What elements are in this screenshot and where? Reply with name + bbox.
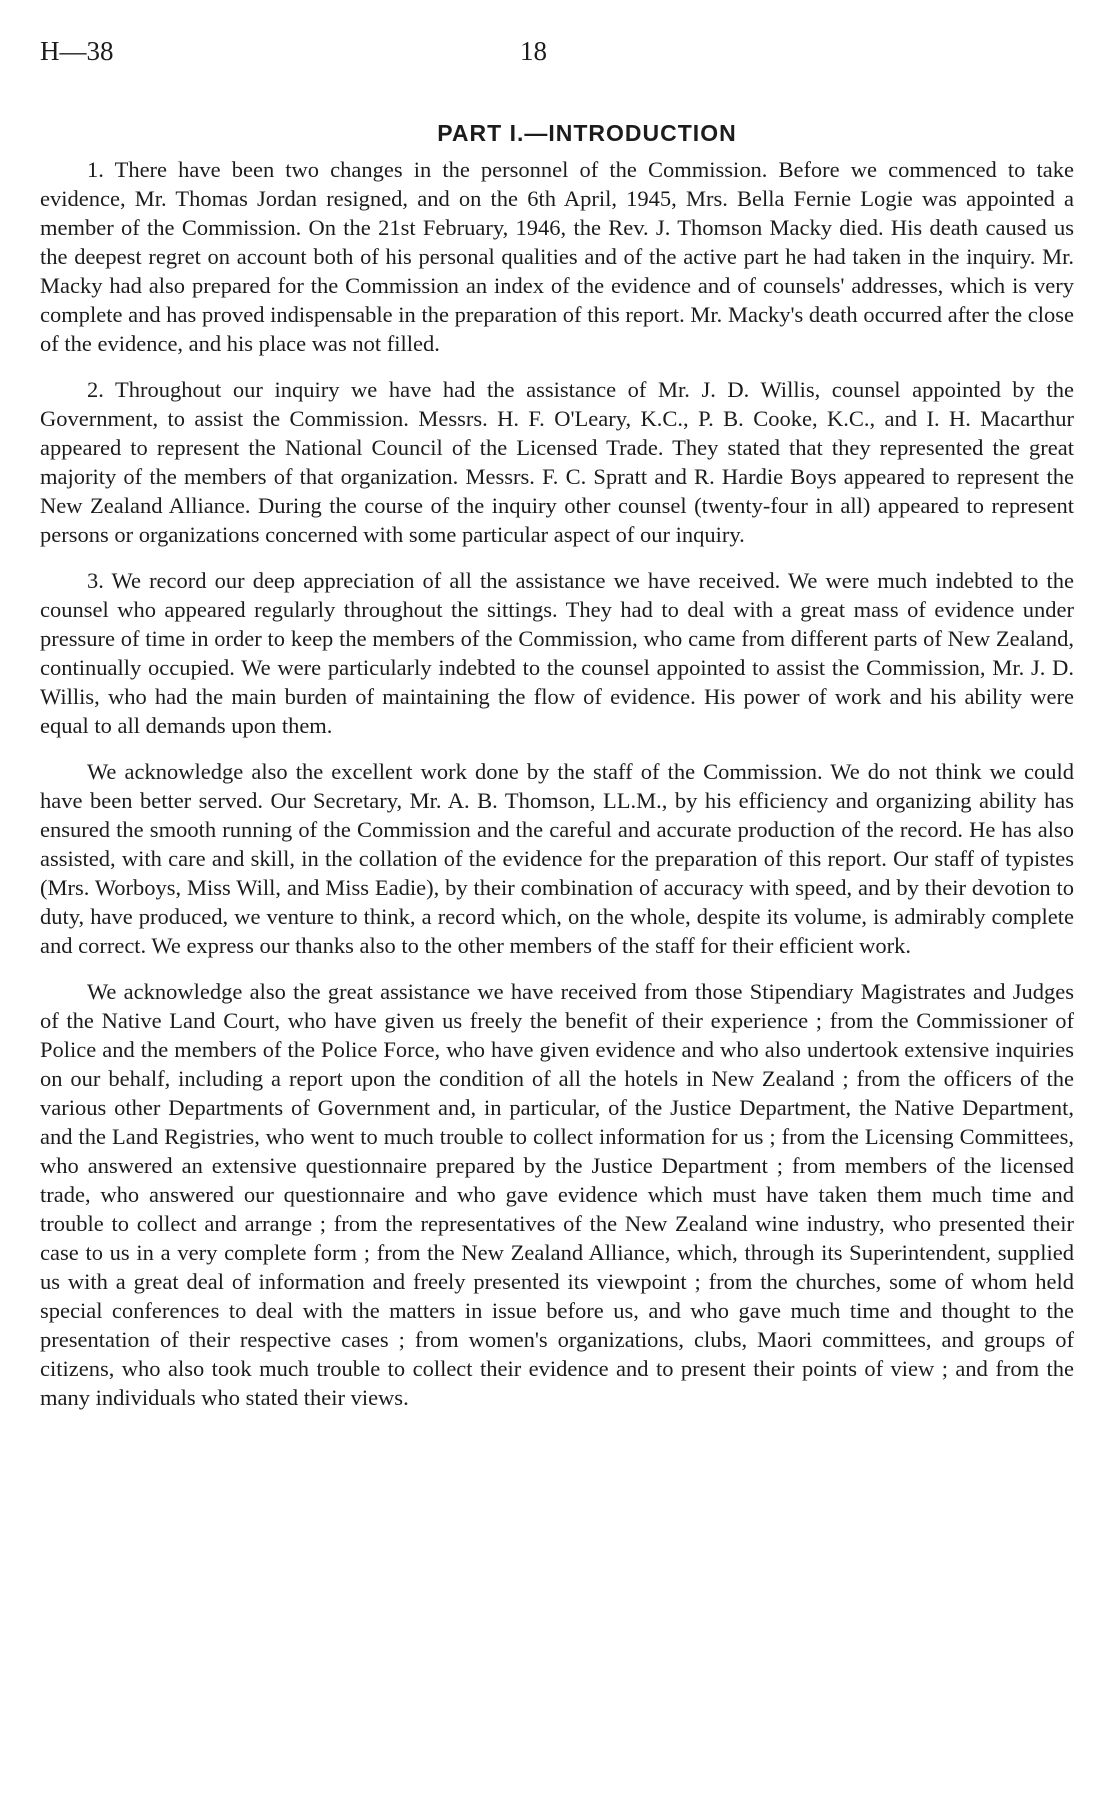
- paragraph-3: 3. We record our deep appreciation of all the assistance we have received. We were much indebted to the counsel who appeared regularly throughout the sittings. They had to deal with a great mass of evidence under pressure of time in order to keep the members of the Commission, who came from different parts of New Zealand, continually occupied. We were particularly indebted to the counsel appointed to assist the Commission, Mr. J. D. Willis, who had the main burden of maintaining the flow of evidence. His power of work and his ability were equal to all demands upon them.: [40, 568, 1074, 738]
- part-title: PART I.—INTRODUCTION: [437, 120, 737, 146]
- document-reference: H—38: [40, 36, 114, 66]
- page-header: [0, 36, 1114, 76]
- page-number: 18: [520, 36, 547, 66]
- paragraph-2: 2. Throughout our inquiry we have had the assistance of Mr. J. D. Willis, counsel appointed by the Government, to assist the Commission. Messrs. H. F. O'Leary, K.C., P. B. Cooke, K.C., and I. H. Macarthur appeared to represent the National Council of the Licensed Trade. They stated that they represented the great majority of the members of that organization. Messrs. F. C. Spratt and R. Hardie Boys appeared to represent the New Zealand Alliance. During the course of the inquiry other counsel (twenty-four in all) appeared to represent persons or organizations concerned with some particular aspect of our inquiry.: [40, 377, 1074, 547]
- paragraph-staff-acknowledgement: We acknowledge also the excellent work done by the staff of the Commission. We do not think we could have been better served. Our Secretary, Mr. A. B. Thomson, LL.M., by his efficiency and organizing ability has ensured the smooth running of the Commission and the careful and accurate production of the record. He has also assisted, with care and skill, in the collation of the evidence for the preparation of this report. Our staff of typistes (Mrs. Worboys, Miss Will, and Miss Eadie), by their combination of accuracy with speed, and by their devotion to duty, have produced, we venture to think, a record which, on the whole, despite its volume, is admirably complete and correct. We express our thanks also to the other members of the staff for their efficient work.: [40, 759, 1074, 958]
- paragraph-1: 1. There have been two changes in the personnel of the Commission. Before we commenced to take evidence, Mr. Thomas Jordan resigned, and on the 6th April, 1945, Mrs. Bella Fernie Logie was appointed a member of the Commission. On the 21st February, 1946, the Rev. J. Thomson Macky died. His death caused us the deepest regret on account both of his personal qualities and of the active part he had taken in the inquiry. Mr. Macky had also prepared for the Commission an index of the evidence and of counsels' addresses, which is very complete and has proved indispensable in the preparation of this report. Mr. Macky's death occurred after the close of the evidence, and his place was not filled.: [40, 157, 1074, 356]
- paragraph-assistance-acknowledgement: We acknowledge also the great assistance we have received from those Stipendiary Magistrates and Judges of the Native Land Court, who have given us freely the benefit of their experience ; from the Commissioner of Police and the members of the Police Force, who have given evidence and who also undertook extensive inquiries on our behalf, including a report upon the condition of all the hotels in New Zealand ; from the officers of the various other Departments of Government and, in particular, of the Justice Department, the Native Department, and the Land Registries, who went to much trouble to collect information for us ; from the Licensing Committees, who answered an extensive questionnaire prepared by the Justice Department ; from members of the licensed trade, who answered our questionnaire and who gave evidence which must have taken them much time and trouble to collect and arrange ; from the representatives of the New Zealand wine industry, who presented their case to us in a very complete form ; from the New Zealand Alliance, which, through its Superintendent, supplied us with a great deal of information and freely presented its viewpoint ; from the churches, some of whom held special conferences to deal with the matters in issue before us, and who gave much time and thought to the presentation of their respective cases ; from women's organizations, clubs, Maori committees, and groups of citizens, who also took much trouble to collect their evidence and to present their points of view ; and from the many individuals who stated their views.: [40, 979, 1074, 1410]
- page-body: [40, 120, 1074, 1429]
